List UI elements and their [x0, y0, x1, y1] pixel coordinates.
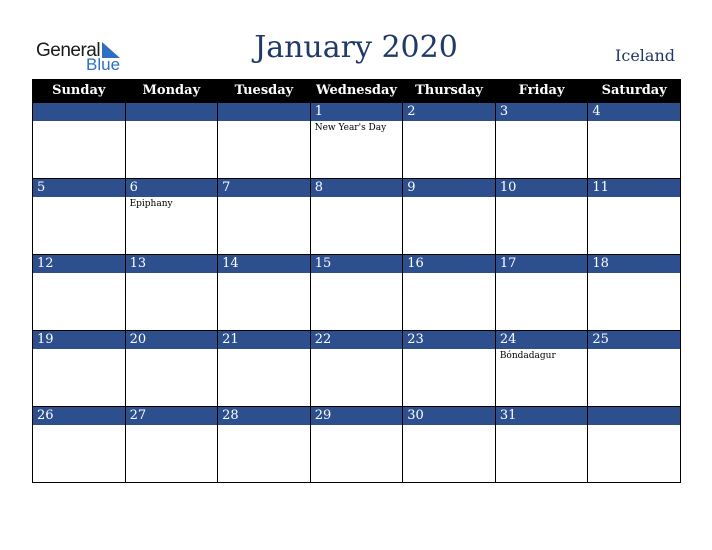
weekday-header-sunday: Sunday: [33, 79, 126, 103]
day-number: 23: [403, 331, 495, 349]
day-cell: [310, 255, 403, 331]
holiday-label: [496, 121, 588, 123]
holiday-label: [588, 349, 680, 351]
day-cell: [33, 407, 126, 483]
day-cell: [310, 407, 403, 483]
week-row: [33, 255, 681, 331]
day-cell: [403, 331, 496, 407]
day-cell: [33, 103, 126, 179]
day-number: 28: [218, 407, 310, 425]
day-cell: [33, 255, 126, 331]
day-number: 7: [218, 179, 310, 197]
day-number: 2: [403, 103, 495, 121]
day-cell: [403, 103, 496, 179]
holiday-label: [126, 349, 218, 351]
day-number: 29: [311, 407, 403, 425]
day-cell: [218, 179, 311, 255]
day-number: 25: [588, 331, 680, 349]
day-cell: [588, 331, 681, 407]
day-number: [218, 103, 310, 121]
holiday-label: [33, 273, 125, 275]
holiday-label: Epiphany: [129, 199, 173, 209]
day-cell: [588, 407, 681, 483]
day-cell: [310, 331, 403, 407]
day-cell: [310, 179, 403, 255]
day-number: 4: [588, 103, 680, 121]
day-number: 1: [311, 103, 403, 121]
day-number: [126, 103, 218, 121]
day-number: 16: [403, 255, 495, 273]
day-number: 31: [496, 407, 588, 425]
page-title: January 2020: [254, 30, 458, 65]
holiday-label: New Year's Day: [314, 123, 387, 133]
holiday-label: [126, 121, 218, 123]
holiday-label: [311, 273, 403, 275]
day-cell: [125, 179, 218, 255]
day-cell: [495, 103, 588, 179]
day-number: 5: [33, 179, 125, 197]
day-number: 21: [218, 331, 310, 349]
day-number: 3: [496, 103, 588, 121]
day-cell: [588, 179, 681, 255]
day-number: 17: [496, 255, 588, 273]
day-number: 11: [588, 179, 680, 197]
day-number: 18: [588, 255, 680, 273]
holiday-label: [496, 425, 588, 427]
country-label: Iceland: [615, 46, 675, 65]
day-number: 9: [403, 179, 495, 197]
day-number: 22: [311, 331, 403, 349]
holiday-label: [403, 349, 495, 351]
weekday-header-monday: Monday: [125, 79, 218, 103]
holiday-label: [126, 425, 218, 427]
weekday-header-friday: Friday: [495, 79, 588, 103]
day-cell: [495, 407, 588, 483]
day-cell: [125, 103, 218, 179]
holiday-label: [588, 121, 680, 123]
day-number: 27: [126, 407, 218, 425]
holiday-label: [218, 121, 310, 123]
day-cell: [403, 179, 496, 255]
day-cell: [588, 255, 681, 331]
weekday-header-thursday: Thursday: [403, 79, 496, 103]
week-row: [33, 407, 681, 483]
calendar-body: [33, 103, 681, 483]
holiday-label: [218, 349, 310, 351]
holiday-label: [496, 273, 588, 275]
weekday-header-saturday: Saturday: [588, 79, 681, 103]
logo-word-general: General: [36, 40, 101, 61]
weekday-header-tuesday: Tuesday: [218, 79, 311, 103]
day-cell: [125, 331, 218, 407]
holiday-label: [588, 197, 680, 199]
day-number: 6: [126, 179, 218, 197]
holiday-label: [311, 349, 403, 351]
holiday-label: [588, 273, 680, 275]
day-cell: [125, 407, 218, 483]
day-number: 13: [126, 255, 218, 273]
week-row: [33, 179, 681, 255]
holiday-label: [218, 197, 310, 199]
day-cell: [218, 407, 311, 483]
weekday-header-wednesday: Wednesday: [310, 79, 403, 103]
holiday-label: [33, 425, 125, 427]
day-cell: [218, 103, 311, 179]
day-number: 12: [33, 255, 125, 273]
day-cell: [33, 179, 126, 255]
holiday-label: [33, 349, 125, 351]
calendar-grid: [32, 79, 681, 483]
holiday-label: [218, 425, 310, 427]
holiday-label: [403, 121, 495, 123]
day-number: 19: [33, 331, 125, 349]
day-number: 8: [311, 179, 403, 197]
day-cell: [310, 103, 403, 179]
day-number: 30: [403, 407, 495, 425]
day-number: 26: [33, 407, 125, 425]
holiday-label: [403, 425, 495, 427]
day-cell: [495, 331, 588, 407]
day-number: 24: [496, 331, 588, 349]
day-number: [588, 407, 680, 425]
week-row: [33, 331, 681, 407]
holiday-label: [588, 425, 680, 427]
holiday-label: [33, 121, 125, 123]
holiday-label: [496, 197, 588, 199]
day-number: 15: [311, 255, 403, 273]
holiday-label: [311, 425, 403, 427]
day-number: 14: [218, 255, 310, 273]
day-number: 20: [126, 331, 218, 349]
week-row: [33, 103, 681, 179]
day-cell: [495, 255, 588, 331]
holiday-label: [403, 197, 495, 199]
holiday-label: [33, 197, 125, 199]
day-number: [33, 103, 125, 121]
holiday-label: [403, 273, 495, 275]
day-cell: [403, 407, 496, 483]
logo-word-blue: Blue: [86, 55, 121, 74]
holiday-label: [126, 273, 218, 275]
holiday-label: Bóndadagur: [499, 351, 556, 361]
weekday-header-row: [33, 79, 681, 103]
holiday-label: [218, 273, 310, 275]
day-cell: [495, 179, 588, 255]
day-number: 10: [496, 179, 588, 197]
day-cell: [218, 255, 311, 331]
day-cell: [588, 103, 681, 179]
day-cell: [218, 331, 311, 407]
day-cell: [403, 255, 496, 331]
day-cell: [125, 255, 218, 331]
day-cell: [33, 331, 126, 407]
holiday-label: [311, 197, 403, 199]
